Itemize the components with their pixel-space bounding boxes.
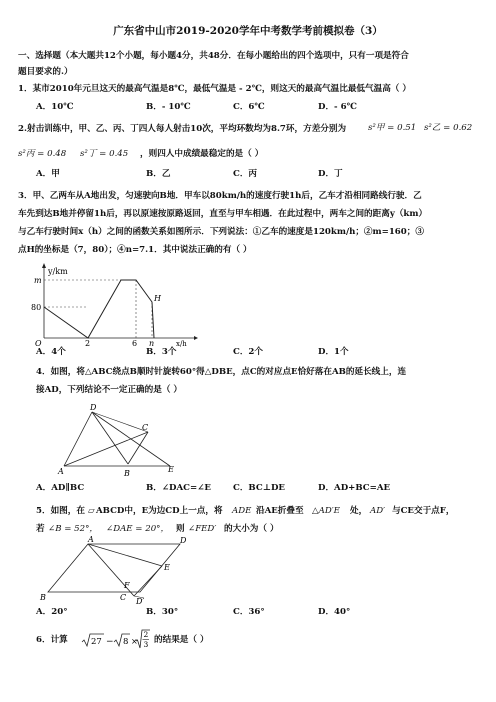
q5-label-b: B [40,593,46,602]
q4-option-b: B．∠DAC=∠E [146,483,211,493]
q4-stem-line1: 4．如图，将△ABC绕点B顺时针旋转60°得△DBE，点C的对应点E恰好落在AB的延长线上，连 [36,367,407,377]
section-header-line1: 一、选择题（本大题共12个小题，每小题4分，共48分．在每小题给出的四个选项中，只有一项是符合 [18,51,409,61]
q3-distance-time-graph [30,262,200,346]
q3-graph-origin-label: O [35,339,42,348]
q2-stem-line2: ，则四人中成绩最稳定的是（ ） [140,149,264,159]
q5-stem-line2a: 若 [36,524,45,534]
q2-option-a: A．甲 [36,169,60,179]
q3-option-b: B．3个 [146,347,177,357]
q2-variance-yi: s²乙 = 0.62 [424,123,473,133]
q5-segment-adp: AD′ [370,506,386,516]
q5-triangle-adpe: △AD′E [312,506,340,516]
q5-option-b: B．30° [146,607,179,617]
section-header-line2: 题目要求的.） [18,67,73,77]
svg-text:×: × [131,637,138,646]
q2-option-d: D．丁 [318,169,343,179]
q6-radicand-b: 8 [123,637,129,647]
q4-option-a: A．AD∥BC [36,483,85,493]
q6-radicand-a: 27 [91,637,102,647]
q3-graph-h-label: H [154,294,161,303]
q4-label-d: D [90,403,97,412]
q4-rotation-figure [56,400,186,480]
q6-fraction-numerator: 2 [143,630,149,639]
q5-label-f: F [124,581,130,590]
q2-variance-bing: s²丙 = 0.48 [18,149,67,159]
q6-expression [80,626,149,656]
q3-option-d: D．1个 [318,347,349,357]
q3-graph-y-label: y/km [48,267,68,276]
q4-label-c: C [142,423,149,432]
q4-label-a: A [58,467,64,476]
q5-option-c: C．36° [233,607,265,617]
q3-graph-m-label: m [34,276,42,285]
q5-label-d: D [180,536,187,545]
page-title: 广东省中山市2019-2020学年中考数学考前模拟卷（3） [113,25,383,37]
q3-stem-line3: 与乙车行驶时间x（h）之间的函数关系如图所示．下列说法：①乙车的速度是120km/h；②m=160；③ [18,227,424,237]
q5-stem-line2c: 的大小为（ ） [224,524,279,534]
q5-angle-dae: ∠DAE = 20°， [106,524,170,534]
q1-stem: 1．某市2010年元旦这天的最高气温是8℃，最低气温是 - 2℃，则这天的最高气温比最低气温高（ ） [18,84,411,94]
q1-option-c: C．6℃ [233,102,265,112]
q5-label-c: C [120,593,127,602]
q3-graph-x6-label: 6 [132,339,138,348]
q4-option-d: D．AD+BC=AE [318,483,391,493]
q3-graph-80-label: 80 [31,303,42,312]
q5-stem-line1b: ABCD中，E为边CD上一点，将 [96,506,223,516]
q5-parallelogram-figure [40,536,190,606]
q5-angle-fed: ∠FED′ [188,524,217,534]
q5-stem-line2b: 则 [176,524,185,534]
q3-graph-x2-label: 2 [85,339,91,348]
q1-option-d: D．- 6℃ [318,102,357,112]
q4-stem-line2: 接AD，下列结论不一定正确的是（ ） [36,385,183,395]
q2-stem-line1: 2.射击训练中，甲、乙、丙、丁四人每人射击10次，平均环数均为8.7环，方差分别为 [18,124,347,134]
q4-label-b: B [124,469,130,478]
q3-graph-x-unit-label: x/h [176,340,187,348]
q3-graph-n-label: n [149,339,155,348]
q3-option-c: C．2个 [233,347,264,357]
q5-stem-line1a: 5．如图，在 [36,506,85,516]
q2-variance-ding: s²丁 = 0.45 [80,149,129,159]
q5-triangle-ade: ADE [232,506,252,516]
q2-variance-jia: s²甲 = 0.51 [368,123,417,133]
q5-stem-line1d: 处， [350,506,368,516]
q4-option-c: C．BC⊥DE [233,483,285,493]
q6-fraction-denominator: 3 [143,640,149,649]
q5-parallelogram-symbol: ▱ [88,506,95,516]
q5-option-a: A．20° [36,607,68,617]
q1-option-b: B．- 10℃ [146,102,191,112]
q4-label-e: E [168,465,174,474]
q5-stem-line1e: 与CE交于点F， [392,506,455,516]
q6-stem-suffix: 的结果是（ ） [154,635,209,645]
q5-label-d-prime: D′ [136,597,145,606]
q5-label-a: A [88,535,94,544]
q5-angle-b: ∠B = 52°， [48,524,99,534]
q6-stem-prefix: 6．计算 [36,635,68,645]
q3-stem-line4: 点H的坐标是（7，80）；④n=7.1．其中说法正确的有（ ） [18,245,252,255]
q3-option-a: A．4个 [36,347,66,357]
q5-label-e: E [164,563,170,572]
q3-stem-line2: 车先到达B地并停留1h后，再以原速按原路返回，直至与甲车相遇．在此过程中，两车之间的距离y（km） [18,209,428,219]
q1-option-a: A．10℃ [36,102,74,112]
q5-stem-line1c: 沿AE折叠至 [256,506,304,516]
q5-option-d: D．40° [318,607,351,617]
q2-option-b: B．乙 [146,169,171,179]
q2-option-c: C．丙 [233,169,258,179]
q3-stem-line1: 3．甲、乙两车从A地出发，匀速驶向B地．甲车以80km/h的速度行驶1h后，乙车才沿相同路线行驶．乙 [18,191,422,201]
svg-text:−: − [106,637,114,647]
